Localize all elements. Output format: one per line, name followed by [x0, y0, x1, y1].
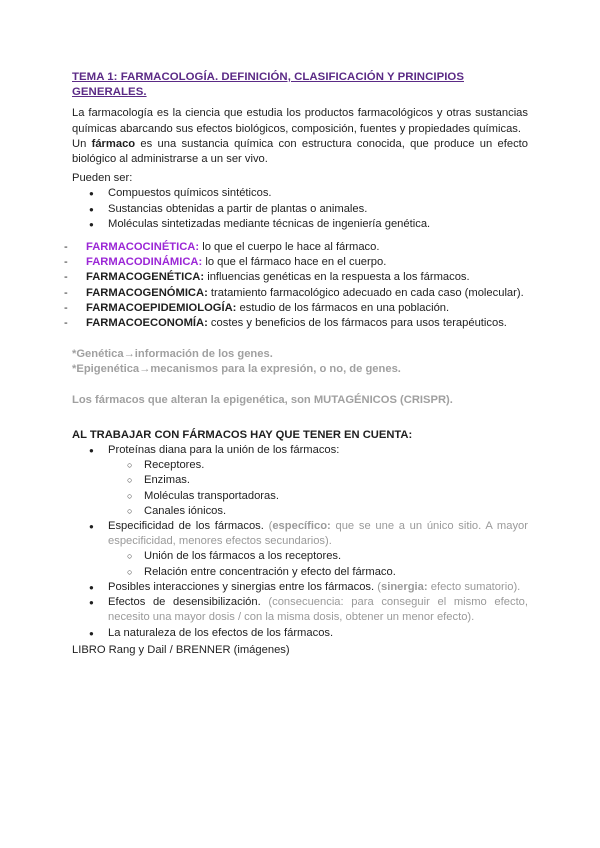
- list-item: [72, 580, 528, 595]
- branch-item: [72, 270, 528, 285]
- list-item: ● La naturaleza de los efectos de los fármacos.: [72, 626, 528, 641]
- branch-term: FARMACODINÁMICA:: [86, 256, 203, 269]
- item-text: Efectos de desensibilización.: [108, 596, 269, 609]
- branch-desc: lo que el fármaco hace en el cuerpo.: [202, 256, 387, 269]
- branch-item: [72, 286, 528, 301]
- considerations-list-3: [72, 580, 528, 641]
- branch-desc: estudio de los fármacos en una población.: [236, 301, 450, 314]
- sublist-item: ○ Unión de los fármacos a los receptores.: [72, 549, 528, 564]
- note-epigenetica: *Epigenética→mecanismos para la expresión, o no, de genes.: [72, 363, 401, 376]
- branch-desc: lo que el cuerpo le hace al fármaco.: [199, 241, 380, 254]
- definition-paragraph: [72, 137, 528, 167]
- item-term: sinergia:: [380, 580, 428, 593]
- branch-desc: influencias genéticas en la respuesta a los fármacos.: [204, 271, 470, 284]
- considerations-list-2: [72, 519, 528, 549]
- item-term: específico:: [272, 520, 331, 533]
- pueden-ser-label: Pueden ser:: [72, 172, 133, 185]
- branch-item: [72, 301, 528, 316]
- branch-term: FARMACOCINÉTICA:: [86, 241, 200, 254]
- section-heading: AL TRABAJAR CON FÁRMACOS HAY QUE TENER EN CUENTA:: [72, 428, 413, 441]
- branch-term: FARMACOGENÓMICA:: [86, 286, 208, 299]
- sublist-item: ○ Canales iónicos.: [72, 504, 528, 519]
- definition-term: fármaco: [91, 137, 136, 150]
- genetics-notes: [72, 347, 528, 377]
- sublist-item: ○ Moléculas transportadoras.: [72, 489, 528, 504]
- paren-open: (: [268, 520, 273, 533]
- branch-item: [72, 240, 528, 255]
- item-text: Posibles interacciones y sinergias entre los fármacos.: [108, 580, 378, 593]
- branch-term: FARMACOGENÉTICA:: [86, 271, 205, 284]
- definition-text: es una sustancia química con estructura conocida, que produce un efecto biológico al administrarse a un ser vivo.: [72, 137, 528, 166]
- item-note: (consecuencia: para conseguir el mismo efecto, necesito una mayor dosis / con la misma dosis, obtener un menor efecto).: [108, 596, 529, 624]
- intro-paragraph: La farmacología es la ciencia que estudia los productos farmacológicos y otras sustancias químicas abarcando sus efectos biológicos, composición, fuentes y propiedades químicas.: [72, 107, 528, 135]
- specificity-sublist: [72, 549, 528, 579]
- types-list: [72, 186, 528, 232]
- definition-prefix: Un: [72, 137, 92, 150]
- item-note: que se une a un único sitio. A mayor especificidad, menores efectos secundarios).: [108, 520, 528, 548]
- branch-item: [72, 316, 528, 331]
- list-item: [72, 595, 528, 625]
- document-title: TEMA 1: FARMACOLOGÍA. DEFINICIÓN, CLASIFICACIÓN Y PRINCIPIOS GENERALES.: [72, 71, 464, 99]
- branches-list: [72, 240, 528, 331]
- list-item: [72, 519, 528, 549]
- list-item: ● Compuestos químicos sintéticos.: [72, 186, 528, 201]
- branch-desc: costes y beneficios de los fármacos para usos terapéuticos.: [207, 317, 507, 330]
- branch-desc: tratamiento farmacológico adecuado en cada caso (molecular).: [207, 286, 524, 299]
- list-item: ● Moléculas sintetizadas mediante técnicas de ingeniería genética.: [72, 217, 528, 232]
- sublist-item: ○ Receptores.: [72, 458, 528, 473]
- item-text: Especificidad de los fármacos.: [108, 520, 269, 533]
- item-note: efecto sumatorio).: [427, 580, 521, 593]
- sublist-item: ○ Relación entre concentración y efecto del fármaco.: [72, 565, 528, 580]
- paren-open: (: [377, 580, 381, 593]
- book-reference: LIBRO Rang y Dail / BRENNER (imágenes): [72, 644, 290, 656]
- list-item: [72, 443, 528, 458]
- branch-item: [72, 255, 528, 270]
- document-page: [72, 70, 528, 641]
- note-genetica: *Genética→información de los genes.: [72, 348, 273, 361]
- branch-term: FARMACOEPIDEMIOLOGÍA:: [86, 301, 237, 314]
- targets-sublist: [72, 458, 528, 519]
- considerations-list: [72, 443, 528, 458]
- sublist-item: ○ Enzimas.: [72, 473, 528, 488]
- list-item: ● Sustancias obtenidas a partir de plantas o animales.: [72, 202, 528, 217]
- branch-term: FARMACOECONOMÍA:: [86, 317, 208, 330]
- item-text: Proteínas diana para la unión de los fármacos:: [108, 444, 340, 457]
- epigenetics-note: Los fármacos que alteran la epigenética, son MUTAGÉNICOS (CRISPR).: [72, 393, 453, 406]
